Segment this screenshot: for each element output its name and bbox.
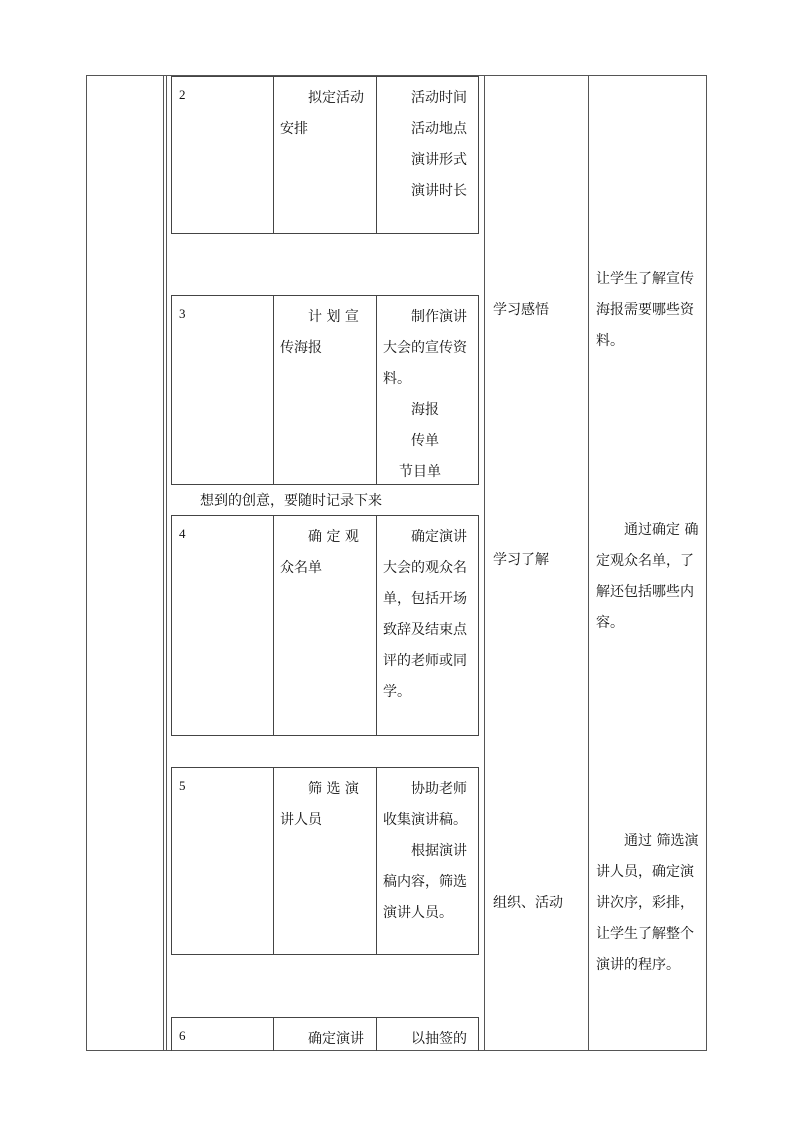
step-content: 活动时间 活动地点 演讲形式 演讲时长: [411, 90, 467, 199]
step-title: 确定演讲: [308, 1031, 364, 1047]
outer-left-border: [86, 75, 87, 1051]
step-row-2: [171, 76, 479, 234]
intent-text-1: 让学生了解宣传 海报需要哪些资 料。: [596, 271, 694, 349]
step-number: 4: [179, 526, 186, 541]
step-number: 6: [179, 1028, 186, 1043]
step-content: 制作演讲 大会的宣传资 料。 海报 传单 节目单: [383, 309, 467, 480]
activity-label-2: 学习了解: [493, 552, 549, 568]
activity-label-3: 组织、活动: [493, 895, 563, 911]
step-row-5: [171, 767, 479, 955]
step-content: 以抽签的: [411, 1031, 467, 1047]
outer-right-border: [706, 75, 707, 1051]
step-number: 3: [179, 306, 186, 321]
column-divider-2: [484, 75, 485, 1051]
step-title: 筛 选 演 讲人员: [280, 781, 359, 828]
step-row-6: [171, 1017, 479, 1051]
activity-label-1: 学习感悟: [493, 302, 549, 318]
step-title: 拟定活动 安排: [280, 90, 364, 137]
step-title: 计 划 宣 传海报: [280, 309, 359, 356]
step-row-4: [171, 515, 479, 736]
column-divider-1b: [166, 75, 167, 1051]
step-content: 协助老师 收集演讲稿。 根据演讲 稿内容，筛选 演讲人员。: [383, 781, 467, 921]
column-divider-1: [163, 75, 164, 1051]
step-title: 确 定 观 众名单: [280, 529, 359, 576]
step-number: 5: [179, 778, 186, 793]
note-text: 想到的创意，要随时记录下来: [200, 493, 382, 509]
step-content: 确定演讲 大会的观众名 单，包括开场 致辞及结束点 评的老师或同 学。: [383, 529, 467, 700]
column-divider-3: [588, 75, 589, 1051]
intent-text-2: 通过确定 确 定观众名单，了 解还包括哪些内 容。: [596, 522, 699, 631]
step-row-3: [171, 295, 479, 485]
step-number: 2: [179, 87, 186, 102]
intent-text-3: 通过 筛选演 讲人员，确定演 讲次序，彩排， 让学生了解整个 演讲的程序。: [596, 833, 699, 973]
